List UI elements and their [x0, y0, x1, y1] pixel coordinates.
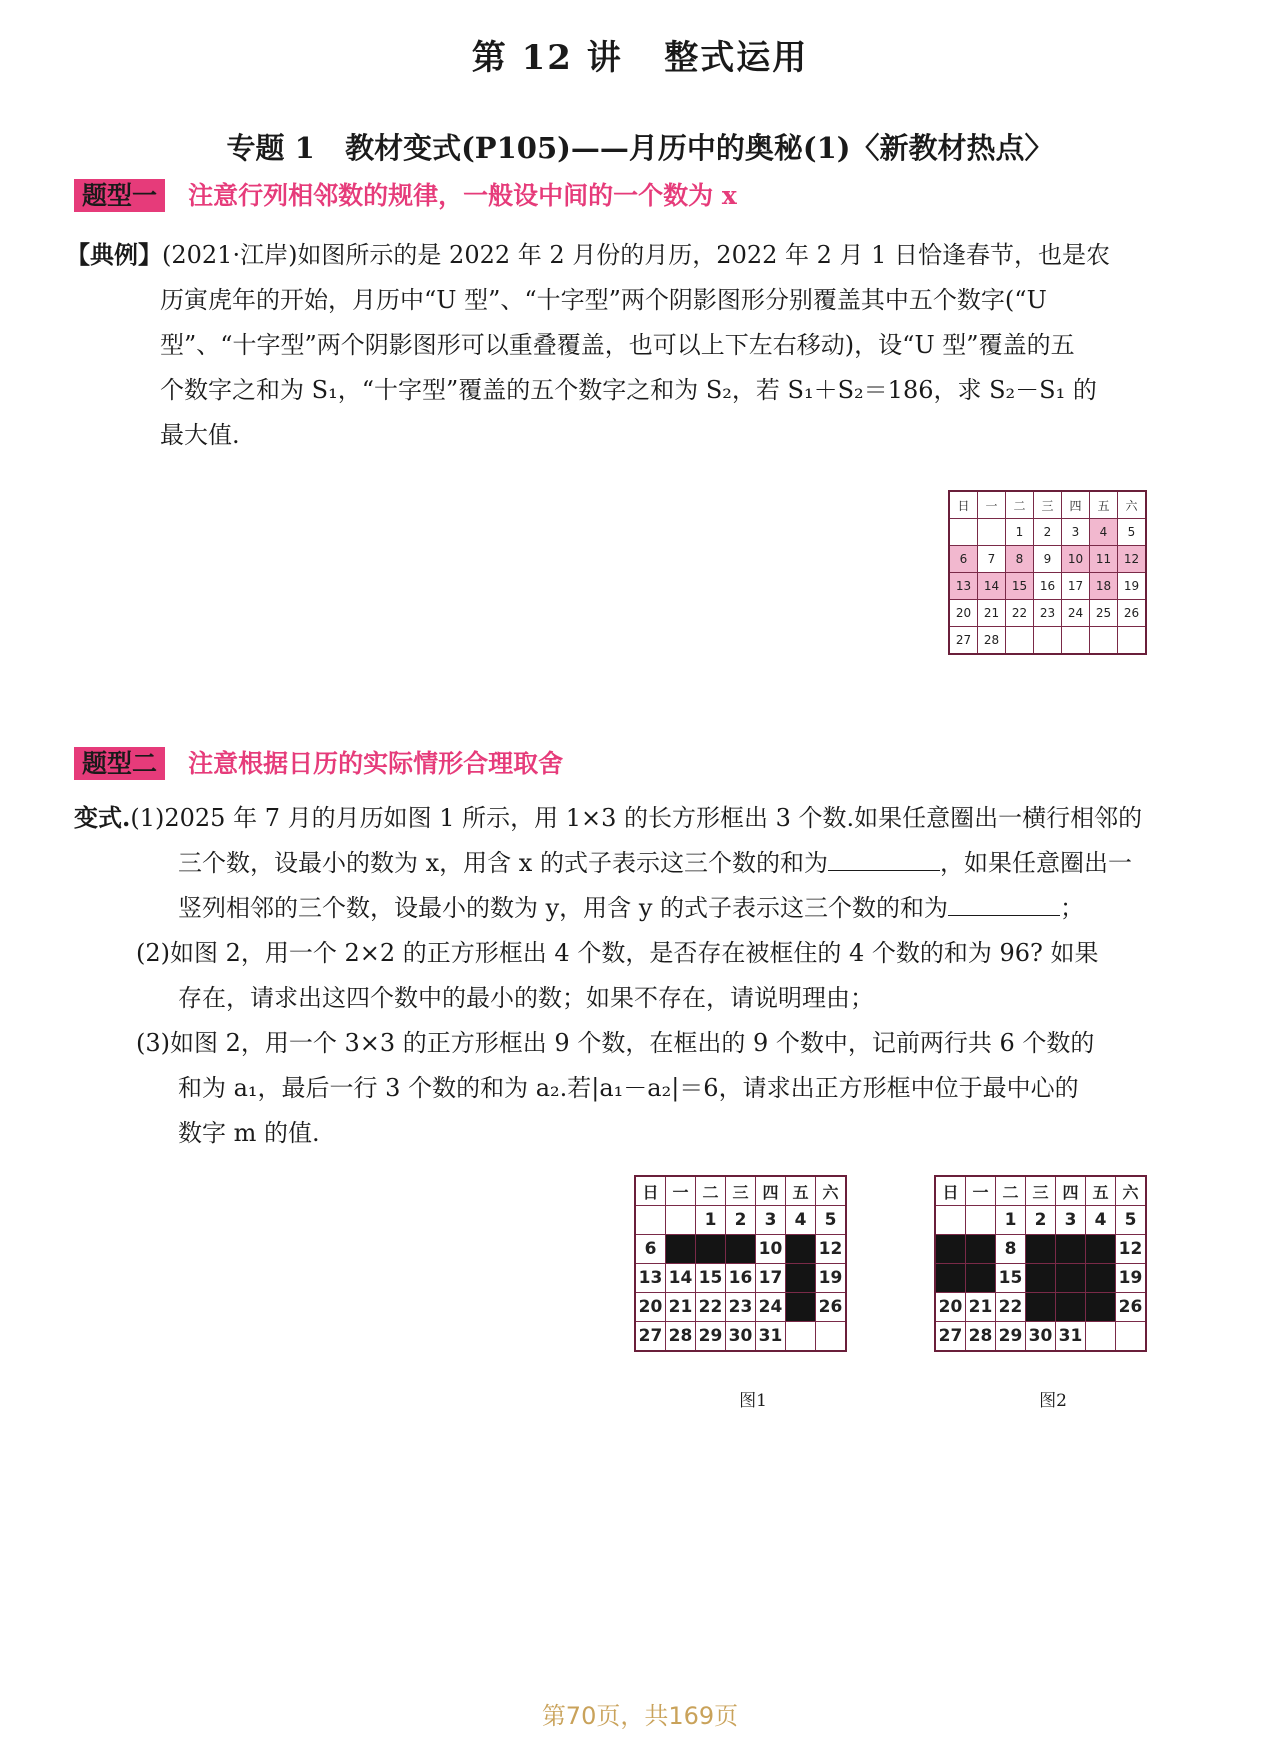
feb-cell: 7	[978, 546, 1006, 573]
fig2-cell: 27	[935, 1322, 966, 1352]
feb-cell: 10	[1062, 546, 1090, 573]
fig1-cell	[726, 1235, 756, 1264]
feb-cell: 23	[1034, 600, 1062, 627]
fig2-cell	[1026, 1264, 1056, 1293]
feb-cell: 27	[949, 627, 978, 655]
fig1-cell: 6	[635, 1235, 666, 1264]
feb-cell: 20	[949, 600, 978, 627]
fig1-cell: 15	[696, 1264, 726, 1293]
q1-line-3b: ；	[1060, 894, 1085, 922]
feb-cell: 6	[949, 546, 978, 573]
fig2-cell: 4	[1086, 1206, 1116, 1235]
fig1-weekday-0: 日	[635, 1176, 666, 1206]
fig1-cell	[816, 1322, 847, 1352]
fig1-cell: 13	[635, 1264, 666, 1293]
fig2-cell: 1	[996, 1206, 1026, 1235]
feb-cell	[1062, 627, 1090, 655]
q3-line-1: (3)如图 2，用一个 3×3 的正方形框出 9 个数，在框出的 9 个数中，记前两行共 6 个数的	[136, 1029, 1095, 1057]
fig2-cell: 29	[996, 1322, 1026, 1352]
fig1-weekday-6: 六	[816, 1176, 847, 1206]
fig1-cell	[696, 1235, 726, 1264]
fig2-weekday-0: 日	[935, 1176, 966, 1206]
feb-cell: 12	[1118, 546, 1147, 573]
fig1-weekday-4: 四	[756, 1176, 786, 1206]
answer-blank-2[interactable]	[948, 891, 1060, 916]
fig1-cell	[786, 1264, 816, 1293]
fig2-cell	[935, 1235, 966, 1264]
feb-cell: 25	[1090, 600, 1118, 627]
feb-weekday-1: 一	[978, 491, 1006, 519]
type2-title: 注意根据日历的实际情形合理取舍	[188, 749, 564, 778]
fig2-weekday-5: 五	[1086, 1176, 1116, 1206]
fig1-cell: 30	[726, 1322, 756, 1352]
fig1-cell: 2	[726, 1206, 756, 1235]
fig2-cell: 19	[1116, 1264, 1147, 1293]
feb-cell: 28	[978, 627, 1006, 655]
fig1-cell	[635, 1206, 666, 1235]
feb-cell: 24	[1062, 600, 1090, 627]
feb-cell	[978, 519, 1006, 546]
fig1-weekday-5: 五	[786, 1176, 816, 1206]
feb-cell: 17	[1062, 573, 1090, 600]
fig1-cell: 16	[726, 1264, 756, 1293]
example-line-1: (2021·江岸)如图所示的是 2022 年 2 月份的月历，2022 年 2 月 1 日恰逢春节，也是农	[162, 241, 1111, 269]
fig1-weekday-2: 二	[696, 1176, 726, 1206]
feb-cell: 13	[949, 573, 978, 600]
fig2-cell	[1056, 1235, 1086, 1264]
fig2-cell: 28	[966, 1322, 996, 1352]
calendar-figure-1	[634, 1175, 847, 1352]
fig1-cell: 3	[756, 1206, 786, 1235]
fig2-cell	[1026, 1293, 1056, 1322]
fig1-cell: 28	[666, 1322, 696, 1352]
fig2-weekday-4: 四	[1056, 1176, 1086, 1206]
q3-line-2: 和为 a₁，最后一行 3 个数的和为 a₂.若|a₁－a₂|＝6，请求出正方形框中位于最中心的	[178, 1074, 1079, 1102]
fig2-cell	[966, 1264, 996, 1293]
type2-heading	[74, 746, 563, 782]
fig2-cell	[1086, 1235, 1116, 1264]
example-label: 【典例】	[66, 240, 162, 269]
variant-label: 变式.	[74, 803, 131, 832]
fig2-cell	[1086, 1264, 1116, 1293]
fig2-cell: 26	[1116, 1293, 1147, 1322]
fig2-cell	[935, 1264, 966, 1293]
feb-cell	[1090, 627, 1118, 655]
feb-cell	[1034, 627, 1062, 655]
feb-cell: 16	[1034, 573, 1062, 600]
q1-line-3a: 竖列相邻的三个数，设最小的数为 y，用含 y 的式子表示这三个数的和为	[178, 894, 949, 922]
lecture-title: 第 12 讲 整式运用	[471, 38, 809, 78]
type1-tag: 题型一	[74, 179, 165, 212]
fig1-cell	[666, 1235, 696, 1264]
fig1-cell	[666, 1206, 696, 1235]
fig2-cell: 22	[996, 1293, 1026, 1322]
fig2-weekday-6: 六	[1116, 1176, 1147, 1206]
variant-questions	[74, 795, 1184, 1156]
calendar-feb-2022	[948, 490, 1147, 655]
feb-cell: 22	[1006, 600, 1034, 627]
fig2-cell: 31	[1056, 1322, 1086, 1352]
fig2-weekday-2: 二	[996, 1176, 1026, 1206]
fig1-cell: 31	[756, 1322, 786, 1352]
fig2-cell: 15	[996, 1264, 1026, 1293]
fig1-cell: 26	[816, 1293, 847, 1322]
type1-title: 注意行列相邻数的规律，一般设中间的一个数为 x	[188, 181, 737, 210]
q1-line-1: (1)2025 年 7 月的月历如图 1 所示，用 1×3 的长方形框出 3 个数.如果任意圈出一横行相邻的	[130, 804, 1143, 832]
q3-line-3: 数字 m 的值.	[178, 1119, 320, 1147]
fig1-cell: 20	[635, 1293, 666, 1322]
feb-cell	[1006, 627, 1034, 655]
feb-weekday-2: 二	[1006, 491, 1034, 519]
fig2-cell: 21	[966, 1293, 996, 1322]
feb-weekday-4: 四	[1062, 491, 1090, 519]
figure-2-caption: 图2	[1039, 1391, 1067, 1411]
example-line-2: 历寅虎年的开始，月历中“U 型”、“十字型”两个阴影图形分别覆盖其中五个数字(“U	[160, 286, 1047, 314]
fig1-cell: 5	[816, 1206, 847, 1235]
fig1-weekday-1: 一	[666, 1176, 696, 1206]
type1-heading	[74, 178, 737, 214]
fig2-cell: 8	[996, 1235, 1026, 1264]
fig2-cell	[1056, 1293, 1086, 1322]
feb-cell: 1	[1006, 519, 1034, 546]
example-line-5: 最大值.	[160, 421, 240, 449]
feb-cell: 3	[1062, 519, 1090, 546]
fig1-cell	[786, 1293, 816, 1322]
fig1-cell: 22	[696, 1293, 726, 1322]
fig1-weekday-3: 三	[726, 1176, 756, 1206]
fig1-cell: 27	[635, 1322, 666, 1352]
feb-cell: 21	[978, 600, 1006, 627]
answer-blank-1[interactable]	[828, 846, 940, 871]
fig2-cell: 12	[1116, 1235, 1147, 1264]
fig1-cell: 12	[816, 1235, 847, 1264]
fig1-cell: 4	[786, 1206, 816, 1235]
feb-weekday-0: 日	[949, 491, 978, 519]
fig2-weekday-1: 一	[966, 1176, 996, 1206]
feb-weekday-3: 三	[1034, 491, 1062, 519]
feb-cell: 14	[978, 573, 1006, 600]
calendar-figure-2	[934, 1175, 1147, 1352]
fig2-cell	[1086, 1293, 1116, 1322]
fig1-cell: 29	[696, 1322, 726, 1352]
feb-cell: 11	[1090, 546, 1118, 573]
feb-weekday-6: 六	[1118, 491, 1147, 519]
feb-weekday-5: 五	[1090, 491, 1118, 519]
fig2-cell	[1116, 1322, 1147, 1352]
fig2-cell	[1026, 1235, 1056, 1264]
fig2-cell: 5	[1116, 1206, 1147, 1235]
feb-cell: 8	[1006, 546, 1034, 573]
fig2-cell: 30	[1026, 1322, 1056, 1352]
fig1-cell: 14	[666, 1264, 696, 1293]
fig1-cell: 1	[696, 1206, 726, 1235]
fig2-cell	[966, 1206, 996, 1235]
q2-line-2: 存在，请求出这四个数中的最小的数；如果不存在，请说明理由；	[178, 984, 874, 1012]
fig1-cell: 10	[756, 1235, 786, 1264]
example-line-3: 型”、“十字型”两个阴影图形可以重叠覆盖，也可以上下左右移动)，设“U 型”覆盖的五	[160, 331, 1075, 359]
feb-cell: 9	[1034, 546, 1062, 573]
fig1-cell: 19	[816, 1264, 847, 1293]
q2-line-1: (2)如图 2，用一个 2×2 的正方形框出 4 个数，是否存在被框住的 4 个数的和为 96? 如果	[136, 939, 1099, 967]
feb-cell: 4	[1090, 519, 1118, 546]
fig2-cell	[1086, 1322, 1116, 1352]
fig2-cell: 2	[1026, 1206, 1056, 1235]
page-footer: 第70页，共169页	[541, 1702, 739, 1730]
fig1-cell: 24	[756, 1293, 786, 1322]
fig1-cell: 17	[756, 1264, 786, 1293]
q1-line-2b: ，如果任意圈出一	[939, 849, 1132, 877]
feb-cell: 15	[1006, 573, 1034, 600]
topic-subtitle: 专题 1 教材变式(P105)——月历中的奥秘(1)〈新教材热点〉	[226, 131, 1054, 165]
fig1-cell	[786, 1322, 816, 1352]
example-line-4: 个数字之和为 S₁，“十字型”覆盖的五个数字之和为 S₂，若 S₁＋S₂＝186，求 S₂－S₁ 的	[160, 376, 1097, 404]
feb-cell: 2	[1034, 519, 1062, 546]
fig2-weekday-3: 三	[1026, 1176, 1056, 1206]
fig2-cell	[935, 1206, 966, 1235]
fig2-cell	[1056, 1264, 1086, 1293]
fig1-cell	[786, 1235, 816, 1264]
fig1-cell: 21	[666, 1293, 696, 1322]
fig2-cell	[966, 1235, 996, 1264]
feb-cell: 18	[1090, 573, 1118, 600]
fig2-cell: 20	[935, 1293, 966, 1322]
q1-line-2a: 三个数，设最小的数为 x，用含 x 的式子表示这三个数的和为	[178, 849, 828, 877]
feb-cell: 19	[1118, 573, 1147, 600]
type2-tag: 题型二	[74, 747, 165, 780]
feb-cell: 26	[1118, 600, 1147, 627]
feb-cell	[1118, 627, 1147, 655]
feb-cell: 5	[1118, 519, 1147, 546]
figure-1-caption: 图1	[739, 1391, 767, 1411]
feb-cell	[949, 519, 978, 546]
example-paragraph	[66, 232, 1176, 458]
fig2-cell: 3	[1056, 1206, 1086, 1235]
fig1-cell: 23	[726, 1293, 756, 1322]
